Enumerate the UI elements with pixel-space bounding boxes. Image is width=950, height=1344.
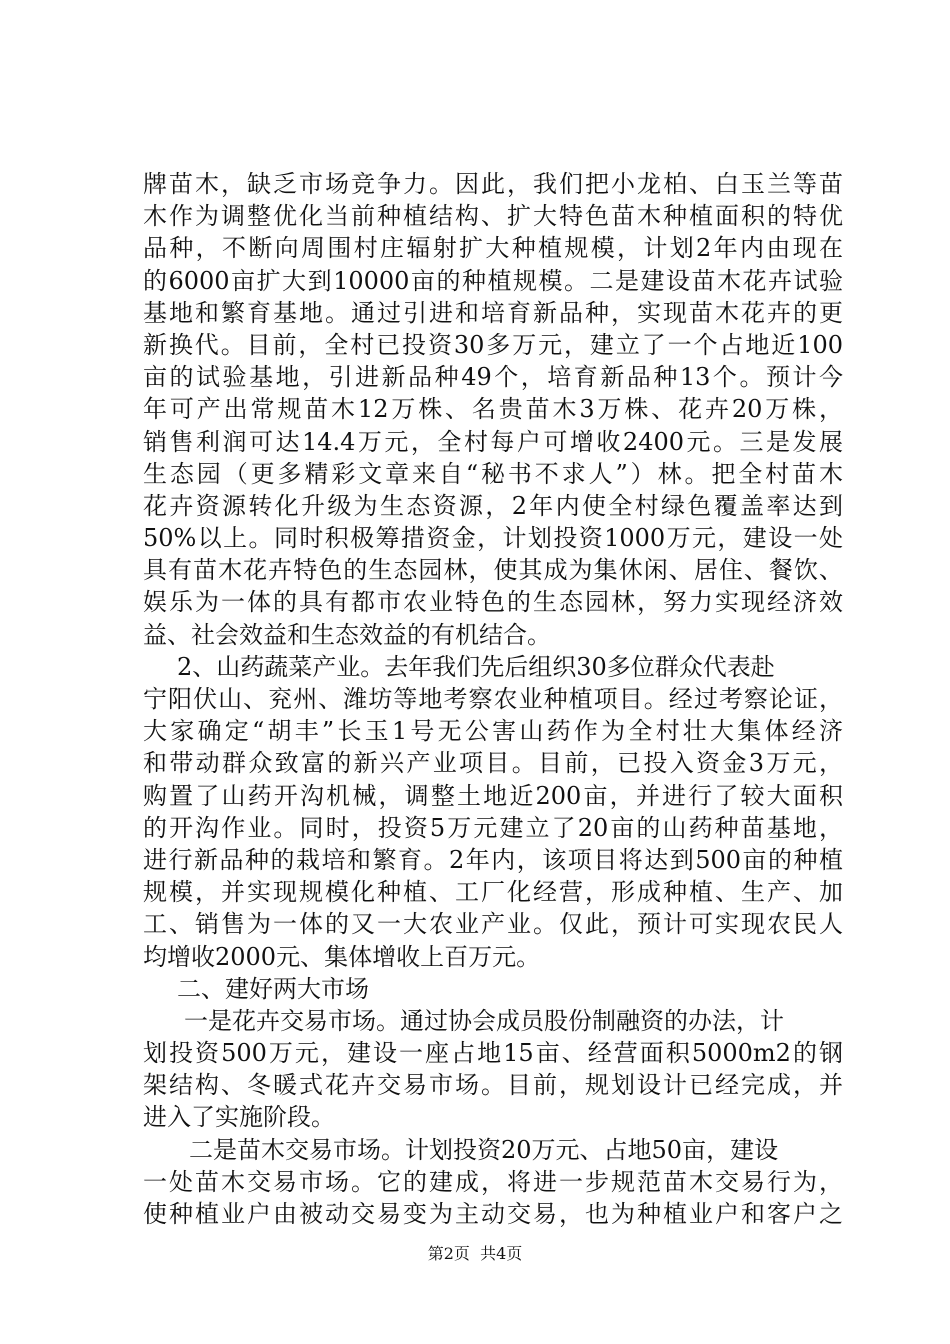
- text-line: 新换代。目前，全村已投资30多万元，建立了一个占地近100: [143, 330, 843, 359]
- text-line: 品种，不断向周围村庄辐射扩大种植规模，计划2年内由现在: [143, 234, 843, 263]
- text-line: 购置了山药开沟机械，调整土地近200亩，并进行了较大面积: [143, 781, 843, 810]
- text-line: 进入了实施阶段。: [143, 1103, 335, 1132]
- text-line: 规模，并实现规模化种植、工厂化经营，形成种植、生产、加: [143, 878, 843, 907]
- text-line: 牌苗木，缺乏市场竞争力。因此，我们把小龙柏、白玉兰等苗: [143, 170, 843, 198]
- text-line: 花卉资源转化升级为生态资源，2年内使全村绿色覆盖率达到: [143, 491, 843, 520]
- text-line: 使种植业户由被动交易变为主动交易，也为种植业户和客户之: [143, 1200, 843, 1228]
- text-line: 架结构、冬暖式花卉交易市场。目前，规划设计已经完成，并: [143, 1071, 843, 1100]
- text-line: 益、社会效益和生态效益的有机结合。: [143, 620, 551, 649]
- text-line: 的6000亩扩大到10000亩的种植规模。二是建设苗木花卉试验: [143, 266, 843, 295]
- text-line: 宁阳伏山、兖州、潍坊等地考察农业种植项目。经过考察论证，: [143, 685, 843, 713]
- page-number: 第2页 共4页: [427, 1244, 523, 1263]
- text-line: 2、山药蔬菜产业。去年我们先后组织30多位群众代表赴: [177, 652, 775, 681]
- text-line: 一处苗木交易市场。它的建成，将进一步规范苗木交易行为，: [143, 1167, 843, 1196]
- text-line: 基地和繁育基地。通过引进和培育新品种，实现苗木花卉的更: [143, 298, 843, 327]
- text-line: 均增收2000元、集体增收上百万元。: [143, 942, 541, 971]
- text-line: 木作为调整优化当前种植结构、扩大特色苗木种植面积的特优: [143, 202, 843, 231]
- text-line: 二、建好两大市场: [177, 974, 369, 1003]
- body-text: [143, 168, 843, 1230]
- text-line: 亩的试验基地，引进新品种49个，培育新品种13个。预计今: [143, 363, 843, 392]
- text-line: 销售利润可达14.4万元，全村每户可增收2400元。三是发展: [143, 427, 843, 456]
- text-line: 的开沟作业。同时，投资5万元建立了20亩的山药种苗基地，: [143, 813, 843, 842]
- text-line: 二是苗木交易市场。计划投资20万元、占地50亩，建设: [189, 1135, 779, 1164]
- text-line: 和带动群众致富的新兴产业项目。目前，已投入资金3万元，: [143, 749, 843, 778]
- text-line: 工、销售为一体的又一大农业产业。仅此，预计可实现农民人: [143, 910, 843, 939]
- text-line: 划投资500万元，建设一座占地15亩、经营面积5000m2的钢: [143, 1039, 843, 1068]
- text-line: 大家确定“胡丰”长玉1号无公害山药作为全村壮大集体经济: [143, 717, 843, 746]
- text-line: 50%以上。同时积极筹措资金，计划投资1000万元，建设一处: [143, 524, 843, 553]
- text-line: 一是花卉交易市场。通过协会成员股份制融资的办法，计: [184, 1006, 784, 1035]
- text-line: 具有苗木花卉特色的生态园林，使其成为集休闲、居住、餐饮、: [143, 556, 843, 585]
- text-line: 年可产出常规苗木12万株、名贵苗木3万株、花卉20万株，: [143, 395, 843, 424]
- text-line: 进行新品种的栽培和繁育。2年内，该项目将达到500亩的种植: [143, 845, 843, 874]
- page-footer: [0, 1244, 950, 1264]
- text-line: 生态园（更多精彩文章来自“秘书不求人”）林。把全村苗木: [143, 459, 843, 488]
- text-line: 娱乐为一体的具有都市农业特色的生态园林，努力实现经济效: [143, 588, 843, 617]
